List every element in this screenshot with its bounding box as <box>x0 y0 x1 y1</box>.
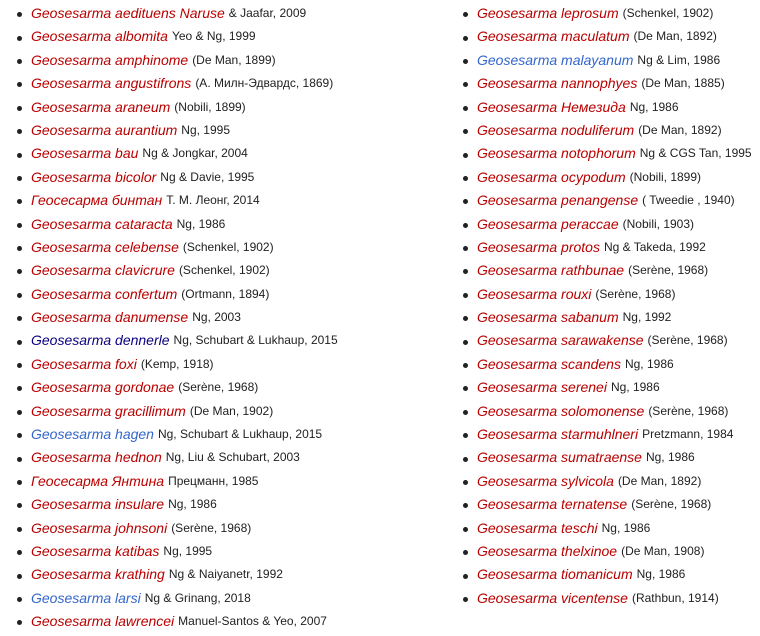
species-authority: (De Man, 1892) <box>638 122 722 137</box>
species-authority: (Rathbun, 1914) <box>631 590 719 605</box>
bullet-icon <box>17 363 22 368</box>
species-authority: Ng, 1986 <box>636 567 686 582</box>
species-authority: Прецманн, 1985 <box>168 473 259 488</box>
species-authority: (Schenkel, 1902) <box>622 6 714 20</box>
species-authority: Ng, 1995 <box>163 543 213 558</box>
species-link[interactable]: Geosesarma danumense <box>31 309 189 326</box>
species-authority: Ng, Schubart & Lukhaup, 2015 <box>173 333 338 348</box>
list-item <box>12 142 452 165</box>
list-item <box>458 166 758 189</box>
list-item <box>12 563 452 586</box>
species-link[interactable]: Geosesarma foxi <box>31 355 137 372</box>
bullet-icon <box>463 129 468 134</box>
bullet-icon <box>463 433 468 438</box>
species-link[interactable]: Geosesarma tiomanicum <box>477 566 633 583</box>
species-authority: Ng, 1986 <box>176 216 226 231</box>
bullet-icon <box>17 82 22 87</box>
species-authority: (Serène, 1968) <box>647 333 728 348</box>
species-authority: Ng, 1986 <box>629 99 679 114</box>
species-authority: Ng, 1986 <box>610 380 660 395</box>
species-authority: (Serène, 1968) <box>171 520 252 535</box>
species-authority: Ng, 1992 <box>622 310 672 325</box>
bullet-icon <box>463 597 468 602</box>
bullet-icon <box>17 386 22 391</box>
species-link[interactable]: Geosesarma vicentense <box>477 589 628 606</box>
species-link[interactable]: Geosesarma amphinome <box>31 51 189 68</box>
species-link[interactable]: Geosesarma dennerle <box>31 332 170 349</box>
species-link[interactable]: Geosesarma noduliferum <box>477 121 635 138</box>
species-link[interactable]: Geosesarma hednon <box>31 449 162 466</box>
species-link[interactable]: Geosesarma celebense <box>31 238 179 255</box>
bullet-icon <box>17 457 22 462</box>
list-item <box>12 119 452 142</box>
list-item <box>12 25 452 48</box>
species-link[interactable]: Geosesarma solomonense <box>477 402 645 419</box>
bullet-icon <box>17 129 22 134</box>
species-authority: Ng, Liu & Schubart, 2003 <box>165 450 300 465</box>
species-link[interactable]: Geosesarma aurantium <box>31 121 178 138</box>
species-authority: (Schenkel, 1902) <box>178 263 270 278</box>
bullet-icon <box>463 199 468 204</box>
species-authority: Ng, 1986 <box>168 497 217 512</box>
species-link[interactable]: Geosesarma nannophyes <box>477 75 638 92</box>
list-item <box>12 2 452 25</box>
list-item <box>12 49 452 72</box>
list-item <box>12 259 452 282</box>
species-authority: Ng & Naiyanetr, 1992 <box>168 567 283 582</box>
species-link[interactable]: Geosesarma clavicrure <box>31 262 175 279</box>
species-authority: (Nobili, 1899) <box>629 169 702 184</box>
bullet-icon <box>17 480 22 485</box>
species-link[interactable]: Geosesarma notophorum <box>477 145 636 162</box>
species-link[interactable]: Geosesarma leprosum <box>477 5 619 21</box>
species-link[interactable]: Geosesarma sumatraense <box>477 449 642 466</box>
species-link[interactable]: Geosesarma katibas <box>31 542 160 559</box>
species-authority: Yeo & Ng, 1999 <box>171 29 256 44</box>
species-link[interactable]: Geosesarma Немезида <box>477 98 626 115</box>
bullet-icon <box>463 153 468 158</box>
list-item <box>12 423 452 446</box>
bullet-icon <box>463 363 468 368</box>
bullet-icon <box>17 410 22 415</box>
bullet-icon <box>17 199 22 204</box>
list-item <box>458 493 758 516</box>
bullet-icon <box>17 620 22 625</box>
list-item <box>458 189 758 212</box>
species-link[interactable]: Geosesarma peraccae <box>477 215 619 232</box>
list-item <box>12 213 452 236</box>
species-link[interactable]: Geosesarma scandens <box>477 355 621 372</box>
species-authority: (Serène, 1968) <box>648 403 729 418</box>
species-authority: Manuel-Santos & Yeo, 2007 <box>178 614 327 629</box>
species-link[interactable]: Geosesarma sylvicola <box>477 472 614 489</box>
list-item <box>12 329 452 352</box>
species-authority: Ng, 1995 <box>181 122 230 137</box>
list-item <box>458 376 758 399</box>
list-item <box>458 72 758 95</box>
bullet-icon <box>463 340 468 345</box>
bullet-icon <box>17 269 22 274</box>
bullet-icon <box>463 574 468 579</box>
list-item <box>458 259 758 282</box>
list-item <box>12 400 452 423</box>
bullet-icon <box>17 153 22 158</box>
bullet-icon <box>17 223 22 228</box>
species-authority: Ng, 1986 <box>624 356 674 371</box>
bullet-icon <box>463 223 468 228</box>
list-item <box>458 540 758 563</box>
species-link[interactable]: Geosesarma krathing <box>31 566 165 583</box>
list-item <box>12 166 452 189</box>
species-authority: (Kemp, 1918) <box>140 356 214 371</box>
species-link[interactable]: Geosesarma serenei <box>477 379 607 396</box>
list-item <box>458 400 758 423</box>
species-link[interactable]: Geosesarma confertum <box>31 285 178 302</box>
list-item <box>12 493 452 516</box>
species-link[interactable]: Geosesarma johnsoni <box>31 519 168 536</box>
list-item <box>12 189 452 212</box>
species-authority: (Serène, 1968) <box>628 263 709 278</box>
species-link[interactable]: Geosesarma maculatum <box>477 28 630 45</box>
bullet-icon <box>17 597 22 602</box>
bullet-icon <box>17 433 22 438</box>
bullet-icon <box>463 246 468 251</box>
list-item <box>12 376 452 399</box>
species-link[interactable]: Geosesarma hagen <box>31 426 154 443</box>
list-item <box>458 283 758 306</box>
bullet-icon <box>17 503 22 508</box>
species-link[interactable]: Geosesarma araneum <box>31 98 171 115</box>
list-item <box>12 470 452 493</box>
species-link[interactable]: Geosesarma cataracta <box>31 215 173 232</box>
list-item <box>458 49 758 72</box>
bullet-icon <box>17 59 22 64</box>
species-list-right-column <box>458 2 758 610</box>
list-item <box>458 423 758 446</box>
species-link[interactable]: Geosesarma larsi <box>31 589 141 606</box>
species-link[interactable]: Geosesarma penangense <box>477 192 639 209</box>
species-authority: (Ortmann, 1894) <box>181 286 270 301</box>
list-item <box>12 306 452 329</box>
species-link[interactable]: Geosesarma bau <box>31 145 139 162</box>
bullet-icon <box>17 106 22 111</box>
species-link[interactable]: Geosesarma protos <box>477 238 600 255</box>
bullet-icon <box>463 480 468 485</box>
list-item <box>12 540 452 563</box>
bullet-icon <box>463 550 468 555</box>
species-authority: Ng & CGS Tan, 1995 <box>639 146 752 161</box>
list-item <box>458 563 758 586</box>
bullet-icon <box>17 527 22 532</box>
bullet-icon <box>17 316 22 321</box>
species-link[interactable]: Геосесарма Янтина <box>31 472 165 489</box>
list-item <box>458 587 758 610</box>
list-item <box>12 72 452 95</box>
species-authority: (Serène, 1968) <box>631 497 712 512</box>
species-list-left-column <box>12 2 452 634</box>
species-authority: (De Man, 1892) <box>617 473 702 488</box>
species-authority: (De Man, 1885) <box>641 76 725 91</box>
bullet-icon <box>463 457 468 462</box>
bullet-icon <box>463 316 468 321</box>
list-item <box>458 213 758 236</box>
species-authority: Ng & Davie, 1995 <box>160 169 255 184</box>
list-item <box>12 353 452 376</box>
bullet-icon <box>17 574 22 579</box>
species-authority: Ng & Takeda, 1992 <box>603 239 706 254</box>
list-item <box>12 283 452 306</box>
species-link[interactable]: Geosesarma albomita <box>31 28 168 45</box>
species-authority: Pretzmann, 1984 <box>642 427 734 442</box>
list-item <box>458 446 758 469</box>
species-authority: (Serène, 1968) <box>178 380 259 395</box>
bullet-icon <box>17 293 22 298</box>
list-item <box>12 96 452 119</box>
list-item <box>458 470 758 493</box>
species-link[interactable]: Geosesarma lawrencei <box>31 613 175 630</box>
species-authority: (De Man, 1908) <box>621 543 705 558</box>
species-link[interactable]: Geosesarma malayanum <box>477 51 634 68</box>
species-authority: (А. Милн-Эдвардс, 1869) <box>195 76 334 91</box>
species-link[interactable]: Geosesarma gracillimum <box>31 402 186 419</box>
list-item <box>458 2 758 25</box>
list-item <box>458 353 758 376</box>
species-authority: Ng, Schubart & Lukhaup, 2015 <box>157 427 323 442</box>
species-link[interactable]: Geosesarma aedituens Naruse <box>31 5 225 21</box>
species-authority: Ng, 2003 <box>192 310 241 325</box>
species-link[interactable]: Geosesarma teschi <box>477 519 598 536</box>
list-item <box>12 587 452 610</box>
bullet-icon <box>463 106 468 111</box>
species-authority: (De Man, 1892) <box>633 29 717 44</box>
bullet-icon <box>463 386 468 391</box>
species-authority: (De Man, 1899) <box>192 52 276 67</box>
species-authority: Ng & Lim, 1986 <box>637 52 721 67</box>
species-authority: Ng, 1986 <box>645 450 695 465</box>
bullet-icon <box>17 12 22 17</box>
species-link[interactable]: Geosesarma starmuhlneri <box>477 426 639 443</box>
species-link[interactable]: Geosesarma angustifrons <box>31 75 192 92</box>
species-link[interactable]: Geosesarma bicolor <box>31 168 157 185</box>
bullet-icon <box>463 410 468 415</box>
list-item <box>458 25 758 48</box>
bullet-icon <box>17 550 22 555</box>
species-authority: (Nobili, 1899) <box>174 99 246 114</box>
species-authority: (Schenkel, 1902) <box>182 239 274 254</box>
list-item <box>458 119 758 142</box>
species-link[interactable]: Geosesarma ternatense <box>477 496 628 513</box>
species-authority: Ng & Jongkar, 2004 <box>142 146 248 161</box>
species-link[interactable]: Geosesarma ocypodum <box>477 168 626 185</box>
bullet-icon <box>17 246 22 251</box>
list-item <box>12 446 452 469</box>
list-item <box>458 142 758 165</box>
list-item <box>458 329 758 352</box>
species-authority: Ng, 1986 <box>601 520 651 535</box>
species-authority: & Jaafar, 2009 <box>228 6 307 20</box>
species-link[interactable]: Geosesarma sarawakense <box>477 332 644 349</box>
list-item <box>12 610 452 633</box>
species-link[interactable]: Geosesarma insulare <box>31 496 165 513</box>
species-authority: Ng & Grinang, 2018 <box>144 590 251 605</box>
bullet-icon <box>463 269 468 274</box>
bullet-icon <box>463 527 468 532</box>
bullet-icon <box>463 36 468 41</box>
bullet-icon <box>463 12 468 17</box>
species-link[interactable]: Geosesarma rouxi <box>477 285 592 302</box>
bullet-icon <box>17 36 22 41</box>
species-authority: Т. М. Леонг, 2014 <box>166 193 260 208</box>
species-authority: ( Tweedie , 1940) <box>642 193 735 208</box>
species-link[interactable]: Геосесарма бинтан <box>31 192 163 209</box>
bullet-icon <box>463 293 468 298</box>
list-item <box>458 306 758 329</box>
bullet-icon <box>463 82 468 87</box>
list-item <box>458 96 758 119</box>
species-link[interactable]: Geosesarma thelxinoe <box>477 542 618 559</box>
bullet-icon <box>17 340 22 345</box>
list-item <box>458 517 758 540</box>
species-authority: (De Man, 1902) <box>189 403 274 418</box>
species-link[interactable]: Geosesarma gordonae <box>31 379 175 396</box>
species-authority: (Nobili, 1903) <box>622 216 695 231</box>
species-link[interactable]: Geosesarma sabanum <box>477 309 619 326</box>
species-authority: (Serène, 1968) <box>595 286 676 301</box>
bullet-icon <box>463 176 468 181</box>
species-link[interactable]: Geosesarma rathbunae <box>477 262 625 279</box>
list-item <box>458 236 758 259</box>
bullet-icon <box>17 176 22 181</box>
list-item <box>12 236 452 259</box>
bullet-icon <box>463 59 468 64</box>
bullet-icon <box>463 503 468 508</box>
list-item <box>12 517 452 540</box>
